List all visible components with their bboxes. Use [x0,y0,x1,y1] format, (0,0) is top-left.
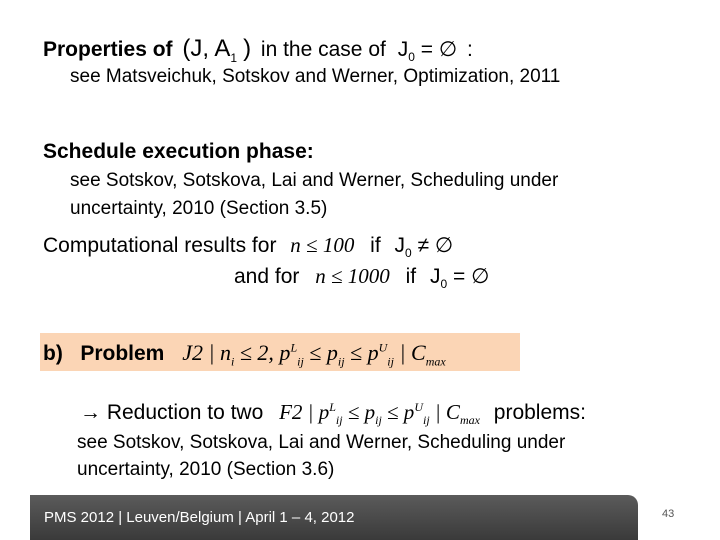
computational-line-1 [43,233,453,260]
problem-line [43,340,446,369]
computational-condition-1: $J_0$ ≠ ∅ [394,234,454,261]
schedule-heading: Schedule execution phase: [43,140,314,163]
case-text: in the case of [260,38,386,61]
case-colon: : [466,38,473,61]
reduction-math: F2 | $p^L_{ij} \le p_{ij} \le p^U_{ij}$ | $C_{max}$ [279,400,480,428]
reduction-line [80,400,586,428]
reference-2-line-1: see Sotskov, Sotskova, Lai and Werner, Scheduling under [70,170,559,191]
problem-math: J2 | $n_i \le 2$, $p^L_{ij} \le p_{ij} \le p^U_{ij}$ | $C_{max}$ [182,340,446,369]
reference-3-line-1: see Sotskov, Sotskova, Lai and Werner, Scheduling under [77,432,566,453]
properties-math: (J, $A_1$ ) [182,35,252,65]
computational-line-2 [234,264,489,291]
computational-if-1: if [370,234,381,257]
computational-math-1: n ≤ 100 [290,233,355,257]
problem-label: b) Problem [43,342,165,365]
computational-text-2: and for [234,265,300,288]
computational-text-1: Computational results for [43,234,277,257]
properties-line [43,35,473,65]
computational-if-2: if [405,265,417,288]
reduction-tail: problems: [493,401,586,424]
page-number: 43 [662,508,675,520]
case-math: $J_0$ = ∅ [397,38,458,65]
properties-label: Properties of [43,38,173,61]
reference-3-line-2: uncertainty, 2010 (Section 3.6) [77,459,335,480]
reference-2-line-2: uncertainty, 2010 (Section 3.5) [70,198,328,219]
reference-1: see Matsveichuk, Sotskov and Werner, Optimization, 2011 [70,66,561,87]
computational-math-2: n ≤ 1000 [315,264,390,288]
computational-condition-2: $J_0$ = ∅ [429,265,490,292]
reduction-text: → Reduction to two [80,401,264,424]
footer-text: PMS 2012 | Leuven/Belgium | April 1 – 4, 2012 [44,509,355,526]
